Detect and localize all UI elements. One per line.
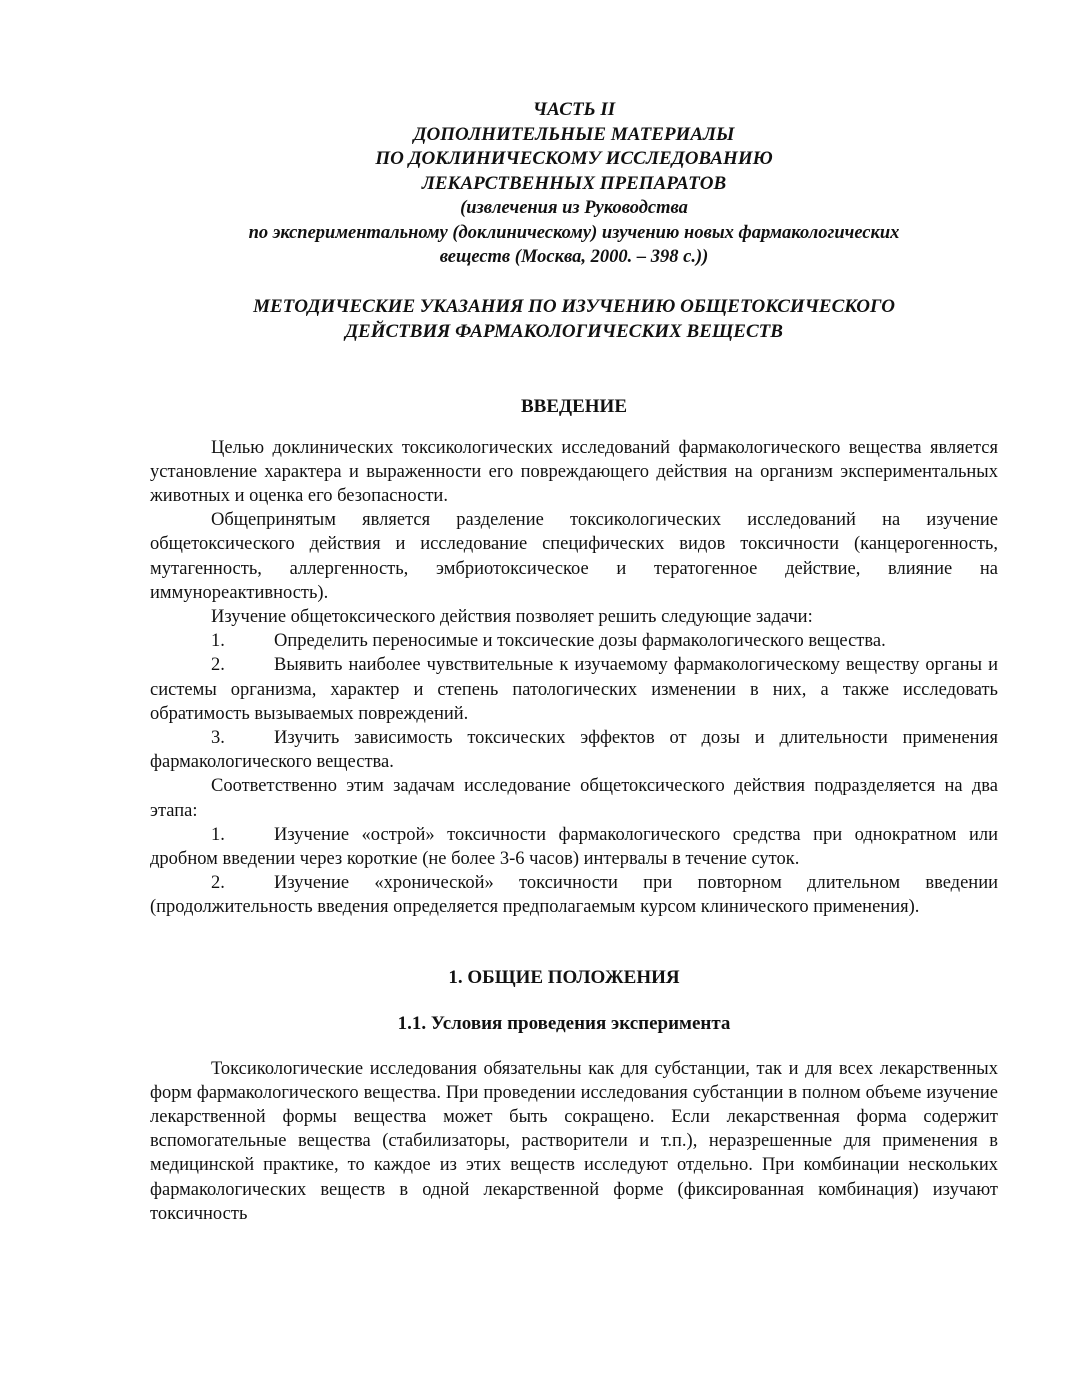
source-note-line-1: (извлечения из Руководства [460,198,688,218]
part-subtitle-line-3: ЛЕКАРСТВЕННЫХ ПРЕПАРАТОВ [421,172,727,194]
stage-text: Изучение «хронической» токсичности при повторном длительном введении (продолжительность введения определяется предполагаемым курсом клинического применения). [150,873,998,918]
guidelines-title [150,294,998,344]
task-item [150,653,998,726]
source-note-line-2: по экспериментальному (доклиническому) изучению новых фармакологических [248,222,900,243]
stage-number: 2. [211,873,225,894]
stage-item [150,823,998,871]
part-subtitle-line-1: ДОПОЛНИТЕЛЬНЫЕ МАТЕРИАЛЫ [413,123,735,145]
task-text: Определить переносимые и токсические дозы фармакологического вещества. [274,631,886,652]
stage-item [150,871,998,919]
guidelines-title-line-1: МЕТОДИЧЕСКИЕ УКАЗАНИЯ ПО ИЗУЧЕНИЮ ОБЩЕТОКСИЧЕСКОГО [253,295,895,317]
intro-paragraph-3: Изучение общетоксического действия позволяет решить следующие задачи: [211,606,813,627]
task-number: 1. [211,631,225,652]
section-1-heading: 1. ОБЩИЕ ПОЛОЖЕНИЯ [448,966,680,988]
document-page [150,98,998,1226]
stage-text: Изучение «острой» токсичности фармакологического средства при однократном или дробном введении через короткие (не более 3-6 часов) интервалы в течение суток. [150,824,998,869]
intro-paragraph-4: Соответственно этим задачам исследование общетоксического действия подразделяется на два этапа: [150,776,998,821]
section-1-1-subheading: 1.1. Условия проведения эксперимента [397,1012,731,1034]
intro-paragraph-2: Общепринятым является разделение токсикологических исследований на изучение общетоксического действия и исследование специфических видов токсичности (канцерогенность, мутагенность, аллергенность, эмбриотоксическое и тератогенное действие, влияние на иммунореактивность). [150,510,998,603]
intro-body [150,436,998,920]
part-header [150,98,998,270]
task-item [150,629,998,653]
task-number: 3. [211,727,225,748]
task-number: 2. [211,655,225,676]
part-subtitle-line-2: ПО ДОКЛИНИЧЕСКОМУ ИССЛЕДОВАНИЮ [375,148,773,169]
guidelines-title-line-2: ДЕЙСТВИЯ ФАРМАКОЛОГИЧЕСКИХ ВЕЩЕСТВ [345,320,783,342]
section-1-1-paragraph: Токсикологические исследования обязательны как для субстанции, так и для всех лекарственных форм фармакологического вещества. При проведении исследования субстанции в полном объеме изучение лекарственной формы вещества может быть сокращено. Если лекарственная форма содержит вспомогательные вещества (стабилизаторы, растворители и т.п.), неразрешенные для применения в медицинской практике, то каждое из этих веществ исследуют отдельно. При комбинации нескольких фармакологических веществ в одной лекарственной форме (фиксированная комбинация) изучают токсичность [150,1058,998,1224]
part-title: ЧАСТЬ II [532,99,616,120]
task-item [150,726,998,774]
stage-number: 1. [211,824,225,845]
task-text: Выявить наиболее чувствительные к изучаемому фармакологическому веществу органы и системы организма, характер и степень патологических изменении в них, а также исследовать обратимость вызываемых повреждений. [150,655,998,724]
intro-heading: ВВЕДЕНИЕ [521,395,627,417]
source-note-line-3: веществ (Москва, 2000. – 398 с.)) [439,247,709,267]
intro-paragraph-1: Целью доклинических токсикологических исследований фармакологического вещества является установление характера и выраженности его повреждающего действия на организм экспериментальных животных и оценка его безопасности. [150,437,998,506]
task-text: Изучить зависимость токсических эффектов от дозы и длительности применения фармакологического вещества. [150,727,998,773]
